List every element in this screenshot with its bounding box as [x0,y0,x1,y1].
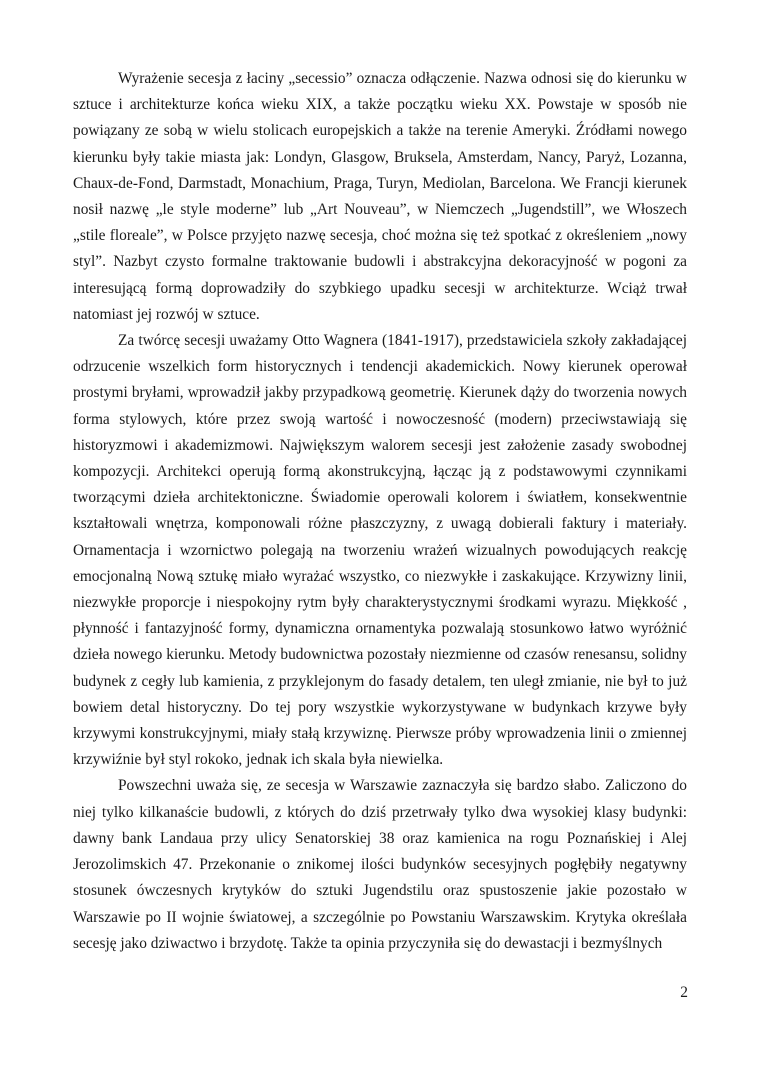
paragraph-1: Wyrażenie secesja z łaciny „secessio” oznacza odłączenie. Nazwa odnosi się do kierunku w sztuce i architekturze końca wieku XIX, a także początku wieku XX. Powstaje w sposób nie powiązany ze sobą w wielu stolicach europejskich a także na terenie Ameryki. Źródłami nowego kierunku były takie miasta jak: Londyn, Glasgow, Bruksela, Amsterdam, Nancy, Paryż, Lozanna, Chaux-de-Fond, Darmstadt, Monachium, Praga, Turyn, Mediolan, Barcelona. We Francji kierunek nosił nazwę „le style moderne” lub „Art Nouveau”, w Niemczech „Jugendstill”, we Włoszech „stile floreale”, w Polsce przyjęto nazwę secesja, choć można się też spotkać z określeniem „nowy styl”. Nazbyt czysto formalne traktowanie budowli i abstrakcyjna dekoracyjność w pogoni za interesującą formą doprowadziły do szybkiego upadku secesji w architekturze. Wciąż trwał natomiast jej rozwój w sztuce. [73,70,687,323]
paragraph-3: Powszechni uważa się, ze secesja w Warszawie zaznaczyła się bardzo słabo. Zaliczono do niej tylko kilkanaście budowli, z których do dziś przetrwały tylko dwa wysokiej klasy budynki: dawny bank Landaua przy ulicy Senatorskiej 38 oraz kamienica na rogu Poznańskiej i Alej Jerozolimskich 47. Przekonanie o znikomej ilości budynków secesyjnych pogłębiły negatywny stosunek ówczesnych krytyków do sztuki Jugendstilu oraz spustoszenie jakie pozostało w Warszawie po II wojnie światowej, a szczególnie po Powstaniu Warszawskim. Krytyka określała secesję jako dziwactwo i brzydotę. Także ta opinia przyczyniła się do dewastacji i bezmyślnych [73,777,687,952]
paragraph-2: Za twórcę secesji uważamy Otto Wagnera (1841-1917), przedstawiciela szkoły zakładającej odrzucenie wszelkich form historycznych i tendencji akademickich. Nowy kierunek operował prostymi bryłami, wprowadził jakby przypadkową geometrię. Kierunek dąży do tworzenia nowych forma stylowych, które przez swoją wartość i nowoczesność (modern) przeciwstawiają się historyzmowi i akademizmowi. Największym walorem secesji jest założenie zasady swobodnej kompozycji. Architekci operują formą akonstrukcyjną, łącząc ją z podstawowymi czynnikami tworzącymi dzieła architektoniczne. Świadomie operowali kolorem i światłem, konsekwentnie kształtowali wnętrza, komponowali różne płaszczyzny, z uwagą dobierali faktury i materiały. Ornamentacja i wzornictwo polegają na tworzeniu wrażeń wizualnych powodujących reakcję emocjonalną Nową sztukę miało wyrażać wszystko, co niezwykłe i zaskakujące. Krzywizny linii, niezwykłe proporcje i niespokojny rytm były charakterystycznymi środkami wyrazu. Miękkość , płynność i fantazyjność formy, dynamiczna ornamentyka pozwalają stosunkowo łatwo wyróżnić dzieła nowego kierunku. Metody budownictwa pozostały niezmienne od czasów renesansu, solidny budynek z cegły lub kamienia, z przyklejonym do fasady detalem, ten uległ zmianie, nie był to już bowiem detal historyczny. Do tej pory wszystkie wykorzystywane w budynkach krzywe były krzywymi konstrukcyjnymi, miały stałą krzywiznę. Pierwsze próby wprowadzenia linii o zmiennej krzywiźnie był styl rokoko, jednak ich skala była niewielka. [73,332,687,769]
document-body [73,66,687,957]
page-number: 2 [680,984,688,1001]
